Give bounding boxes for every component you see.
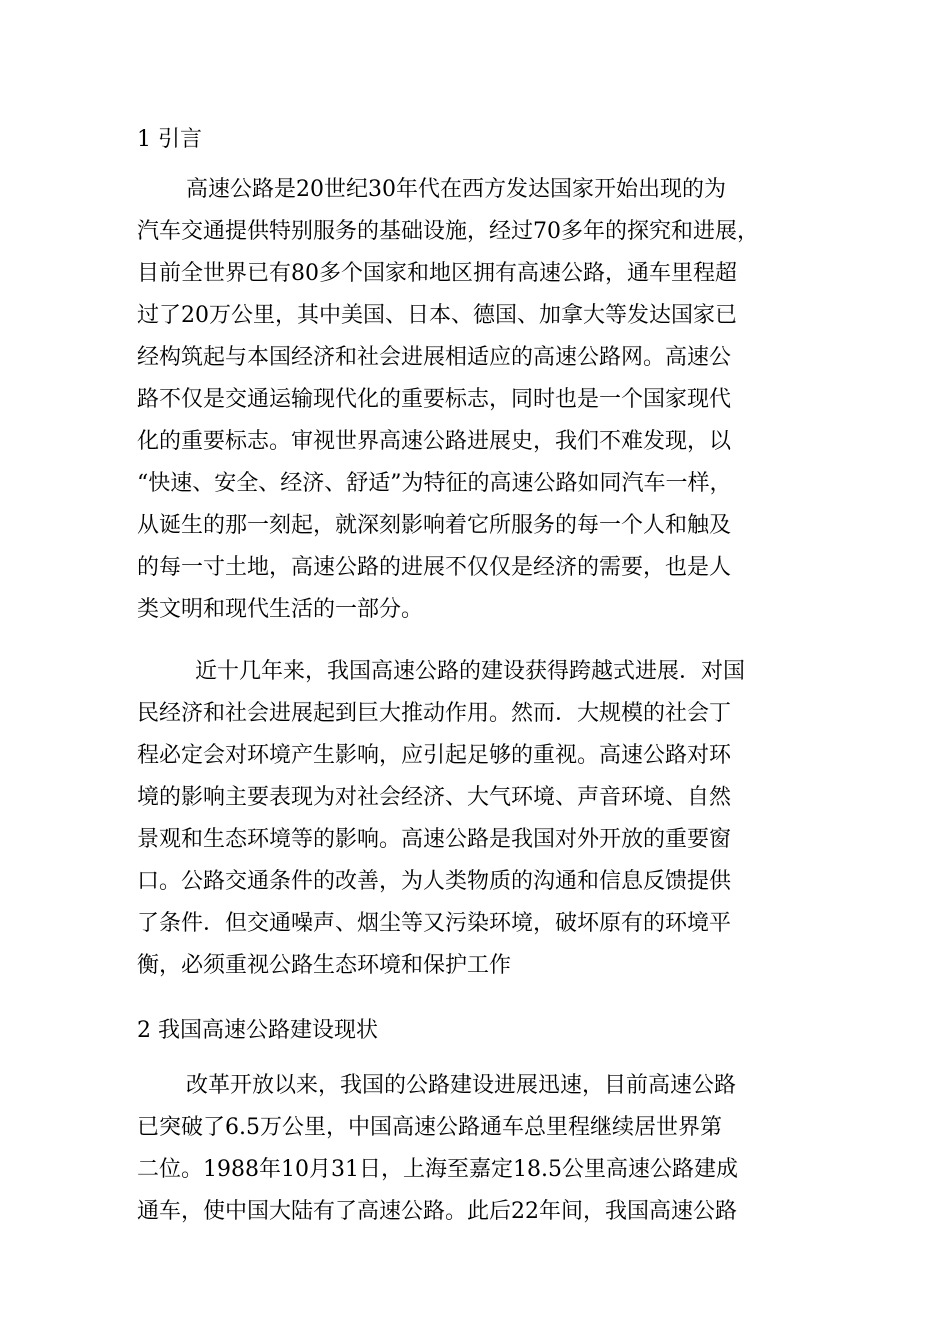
text-line: “快速、安全、经济、舒适”为特征的高速公路如同汽车一样， bbox=[137, 471, 732, 496]
text-line: 境的影响主要表现为对社会经济、大气环境、声音环境、自然 bbox=[137, 785, 732, 810]
text-line: 路不仅是交通运输现代化的重要标志，同时也是一个国家现代 bbox=[137, 387, 732, 412]
text-line: 衡，必须重视公路生态环境和保护工作 bbox=[137, 953, 512, 978]
section-heading-current-status: 2 我国高速公路建设现状 bbox=[137, 1018, 378, 1043]
paragraph-introduction-2 bbox=[137, 651, 837, 987]
text-line: 高速公路是20世纪30年代在西方发达国家开始出现的为 bbox=[186, 177, 726, 202]
text-line: 景观和生态环境等的影响。高速公路是我国对外开放的重要窗 bbox=[137, 827, 732, 852]
text-line: 了条件．但交通噪声、烟尘等又污染环境，破坏原有的环境平 bbox=[137, 911, 732, 936]
paragraph-introduction-1 bbox=[137, 169, 837, 631]
text-line: 程必定会对环境产生影响，应引起足够的重视。高速公路对环 bbox=[137, 743, 732, 768]
text-line: 近十几年来，我国高速公路的建设获得跨越式进展．对国 bbox=[195, 659, 746, 684]
text-line: 的每一寸土地，高速公路的进展不仅仅是经济的需要，也是人 bbox=[137, 555, 732, 580]
text-line: 类文明和现代生活的一部分。 bbox=[137, 597, 424, 622]
text-line: 已突破了6.5万公里，中国高速公路通车总里程继续居世界第 bbox=[137, 1115, 722, 1140]
text-line: 目前全世界已有80多个国家和地区拥有高速公路，通车里程超 bbox=[137, 261, 737, 286]
text-line: 口。公路交通条件的改善，为人类物质的沟通和信息反馈提供 bbox=[137, 869, 732, 894]
text-line: 过了20万公里，其中美国、日本、德国、加拿大等发达国家已 bbox=[137, 303, 737, 328]
text-line: 汽车交通提供特别服务的基础设施，经过70多年的探究和进展， bbox=[137, 219, 759, 244]
text-line: 二位。1988年10月31日，上海至嘉定18.5公里高速公路建成 bbox=[137, 1157, 738, 1182]
paragraph-current-status-1 bbox=[137, 1065, 837, 1233]
text-line: 化的重要标志。审视世界高速公路进展史，我们不难发现，以 bbox=[137, 429, 732, 454]
text-line: 民经济和社会进展起到巨大推动作用。然而．大规模的社会丁 bbox=[137, 701, 732, 726]
text-line: 改革开放以来，我国的公路建设进展迅速，目前高速公路 bbox=[186, 1073, 737, 1098]
text-line: 从诞生的那一刻起，就深刻影响着它所服务的每一个人和触及 bbox=[137, 513, 732, 538]
section-heading-introduction: 1 引言 bbox=[137, 127, 202, 152]
text-line: 通车，使中国大陆有了高速公路。此后22年间，我国高速公路 bbox=[137, 1199, 737, 1224]
text-line: 经构筑起与本国经济和社会进展相适应的高速公路网。高速公 bbox=[137, 345, 732, 370]
